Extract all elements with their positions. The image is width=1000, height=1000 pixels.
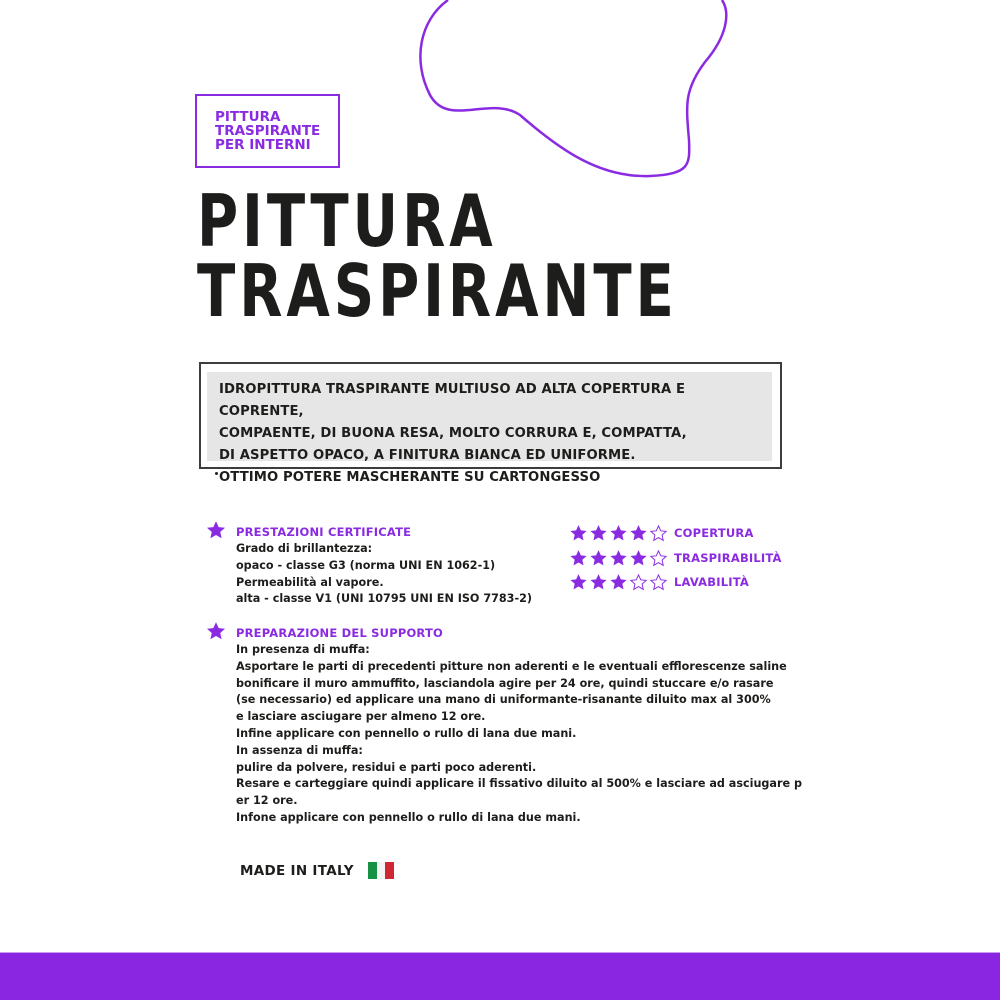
- certified-line: opaco - classe G3 (norma UNI EN 1062-1): [236, 558, 496, 572]
- description-line: IDROPITTURA TRASPIRANTE MULTIUSO AD ALTA COPERTURA E COPRENTE,: [219, 382, 686, 419]
- stray-dot: [215, 472, 218, 475]
- description-line: OTTIMO POTERE MASCHERANTE SU CARTONGESSO: [219, 470, 601, 485]
- preparation-line: bonificare il muro ammuffito, lasciandola agire per 24 ore, quindi stuccare e/o rasare: [236, 676, 774, 690]
- certified-heading: PRESTAZIONI CERTIFICATE: [236, 525, 412, 539]
- rating-traspirabilita: [569, 546, 782, 571]
- italy-flag-icon: [368, 862, 394, 879]
- preparation-line: (se necessario) ed applicare una mano di uniformante-risanante diluito max al 300%: [236, 693, 771, 707]
- star-outline-icon: [649, 524, 668, 542]
- origin-label: MADE IN ITALY: [240, 862, 354, 879]
- preparation-line: Asportare le parti di precedenti pitture non aderenti e le eventuali efflorescenze saline: [236, 659, 787, 673]
- preparation-line: Infine applicare con pennello o rullo di lana due mani.: [236, 726, 577, 740]
- footer-bar: [0, 952, 1000, 1000]
- star-filled-icon: [569, 549, 588, 567]
- made-in-italy: [240, 862, 394, 879]
- product-title: [197, 179, 678, 333]
- preparation-line: er 12 ore.: [236, 794, 298, 808]
- certified-line: Permeabilità al vapore.: [236, 575, 384, 589]
- description-panel: [207, 372, 772, 485]
- star-filled-icon: [569, 524, 588, 542]
- preparation-line: Infone applicare con pennello o rullo di lana due mani.: [236, 810, 581, 824]
- tag-line: TRASPIRANTE: [215, 123, 321, 139]
- certified-line: Grado di brillantezza:: [236, 542, 373, 555]
- star-rating: [569, 573, 668, 591]
- star-filled-icon: [609, 549, 628, 567]
- title-line: PITTURA: [197, 179, 497, 263]
- description-box: [199, 362, 782, 485]
- star-icon: [206, 621, 226, 641]
- star-outline-icon: [629, 573, 648, 591]
- preparation-line: pulire da polvere, residui e parti poco aderenti.: [236, 760, 537, 774]
- rating-label: TRASPIRABILITÀ: [674, 550, 782, 565]
- description-line: DI ASPETTO OPACO, A FINITURA BIANCA ED UNIFORME.: [219, 448, 636, 463]
- ratings-panel: [569, 521, 782, 595]
- star-filled-icon: [629, 549, 648, 567]
- star-rating: [569, 524, 668, 542]
- star-outline-icon: [649, 573, 668, 591]
- preparation-line: e lasciare asciugare per almeno 12 ore.: [236, 710, 486, 724]
- tag-line: PER INTERNI: [215, 137, 311, 153]
- star-filled-icon: [569, 573, 588, 591]
- star-filled-icon: [629, 524, 648, 542]
- star-filled-icon: [589, 524, 608, 542]
- rating-label: LAVABILITÀ: [674, 575, 749, 590]
- star-rating: [569, 549, 668, 567]
- preparation-line: In presenza di muffa:: [236, 643, 370, 656]
- description-line: COMPAENTE, DI BUONA RESA, MOLTO CORRURA E, COMPATTA,: [219, 426, 687, 441]
- title-line: TRASPIRANTE: [197, 249, 678, 333]
- certified-line: alta - classe V1 (UNI 10795 UNI EN ISO 7783-2): [236, 592, 533, 606]
- tag-line: PITTURA: [215, 109, 281, 125]
- preparation-line: In assenza di muffa:: [236, 743, 363, 757]
- star-filled-icon: [609, 573, 628, 591]
- rating-lavabilita: [569, 570, 782, 595]
- star-filled-icon: [589, 573, 608, 591]
- star-icon: [206, 520, 226, 540]
- category-tag: [195, 94, 340, 168]
- rating-label: COPERTURA: [674, 526, 754, 541]
- star-filled-icon: [589, 549, 608, 567]
- star-filled-icon: [609, 524, 628, 542]
- preparation-heading: PREPARAZIONE DEL SUPPORTO: [236, 626, 443, 640]
- star-outline-icon: [649, 549, 668, 567]
- preparation-line: Resare e carteggiare quindi applicare il fissativo diluito al 500% e lasciare ad asciugare p: [236, 777, 802, 791]
- decorative-blob-outline: [0, 0, 1000, 200]
- rating-copertura: [569, 521, 782, 546]
